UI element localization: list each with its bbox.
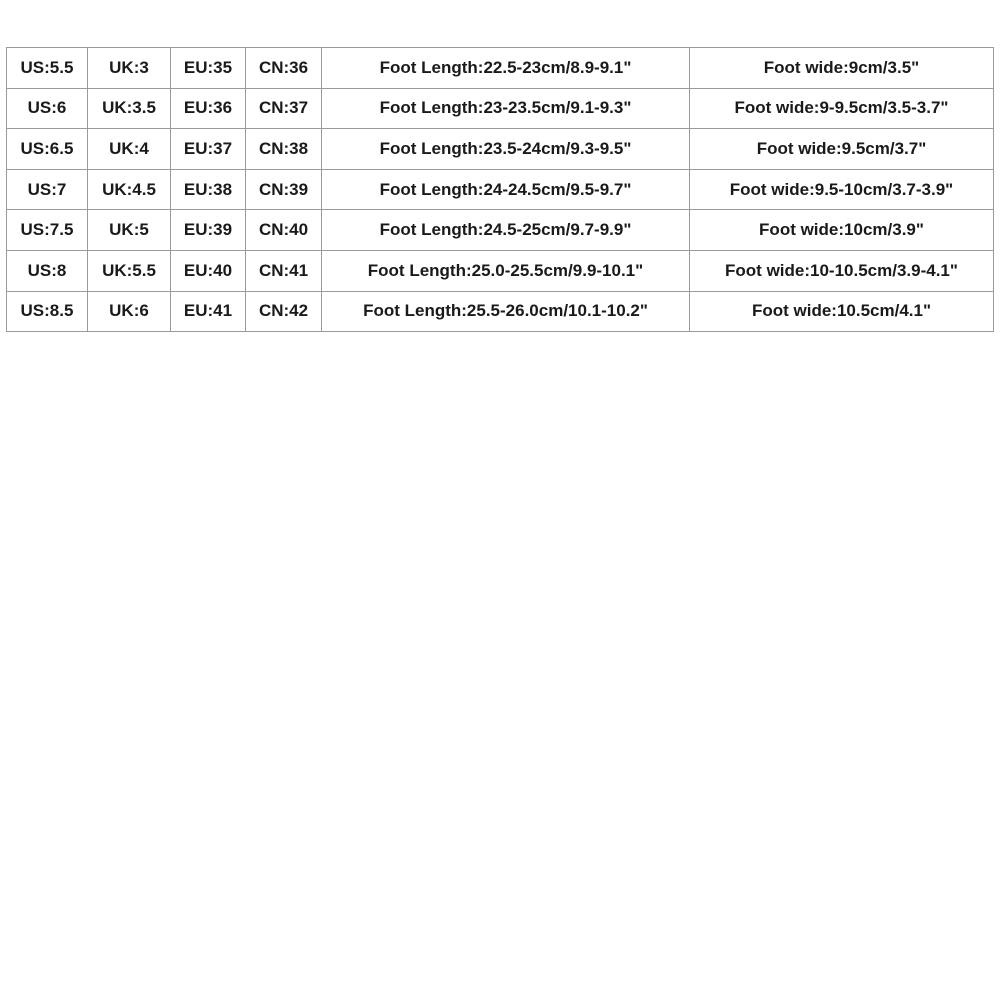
table-row [7,291,994,332]
foot-length-cell: Foot Length:24-24.5cm/9.5-9.7" [322,169,690,210]
eu-size-cell: EU:38 [171,169,246,210]
foot-wide-cell: Foot wide:9-9.5cm/3.5-3.7" [690,88,994,129]
eu-size-cell: EU:39 [171,210,246,251]
size-chart-table [6,47,994,332]
foot-length-cell: Foot Length:25.5-26.0cm/10.1-10.2" [322,291,690,332]
foot-wide-cell: Foot wide:10-10.5cm/3.9-4.1" [690,250,994,291]
us-size-cell: US:7 [7,169,88,210]
uk-size-cell: UK:4.5 [88,169,171,210]
eu-size-cell: EU:37 [171,129,246,170]
size-chart-body [7,48,994,332]
foot-wide-cell: Foot wide:9cm/3.5" [690,48,994,89]
us-size-cell: US:8 [7,250,88,291]
us-size-cell: US:5.5 [7,48,88,89]
foot-wide-cell: Foot wide:10.5cm/4.1" [690,291,994,332]
foot-wide-cell: Foot wide:10cm/3.9" [690,210,994,251]
uk-size-cell: UK:3 [88,48,171,89]
us-size-cell: US:7.5 [7,210,88,251]
us-size-cell: US:6.5 [7,129,88,170]
cn-size-cell: CN:41 [246,250,322,291]
foot-length-cell: Foot Length:22.5-23cm/8.9-9.1" [322,48,690,89]
us-size-cell: US:6 [7,88,88,129]
foot-wide-cell: Foot wide:9.5-10cm/3.7-3.9" [690,169,994,210]
foot-length-cell: Foot Length:25.0-25.5cm/9.9-10.1" [322,250,690,291]
uk-size-cell: UK:4 [88,129,171,170]
cn-size-cell: CN:42 [246,291,322,332]
cn-size-cell: CN:36 [246,48,322,89]
uk-size-cell: UK:5 [88,210,171,251]
table-row [7,88,994,129]
eu-size-cell: EU:35 [171,48,246,89]
foot-length-cell: Foot Length:24.5-25cm/9.7-9.9" [322,210,690,251]
uk-size-cell: UK:5.5 [88,250,171,291]
cn-size-cell: CN:38 [246,129,322,170]
foot-wide-cell: Foot wide:9.5cm/3.7" [690,129,994,170]
eu-size-cell: EU:40 [171,250,246,291]
table-row [7,250,994,291]
table-row [7,210,994,251]
cn-size-cell: CN:39 [246,169,322,210]
table-row [7,169,994,210]
cn-size-cell: CN:40 [246,210,322,251]
foot-length-cell: Foot Length:23-23.5cm/9.1-9.3" [322,88,690,129]
cn-size-cell: CN:37 [246,88,322,129]
uk-size-cell: UK:3.5 [88,88,171,129]
uk-size-cell: UK:6 [88,291,171,332]
foot-length-cell: Foot Length:23.5-24cm/9.3-9.5" [322,129,690,170]
table-row [7,48,994,89]
us-size-cell: US:8.5 [7,291,88,332]
table-row [7,129,994,170]
eu-size-cell: EU:41 [171,291,246,332]
eu-size-cell: EU:36 [171,88,246,129]
